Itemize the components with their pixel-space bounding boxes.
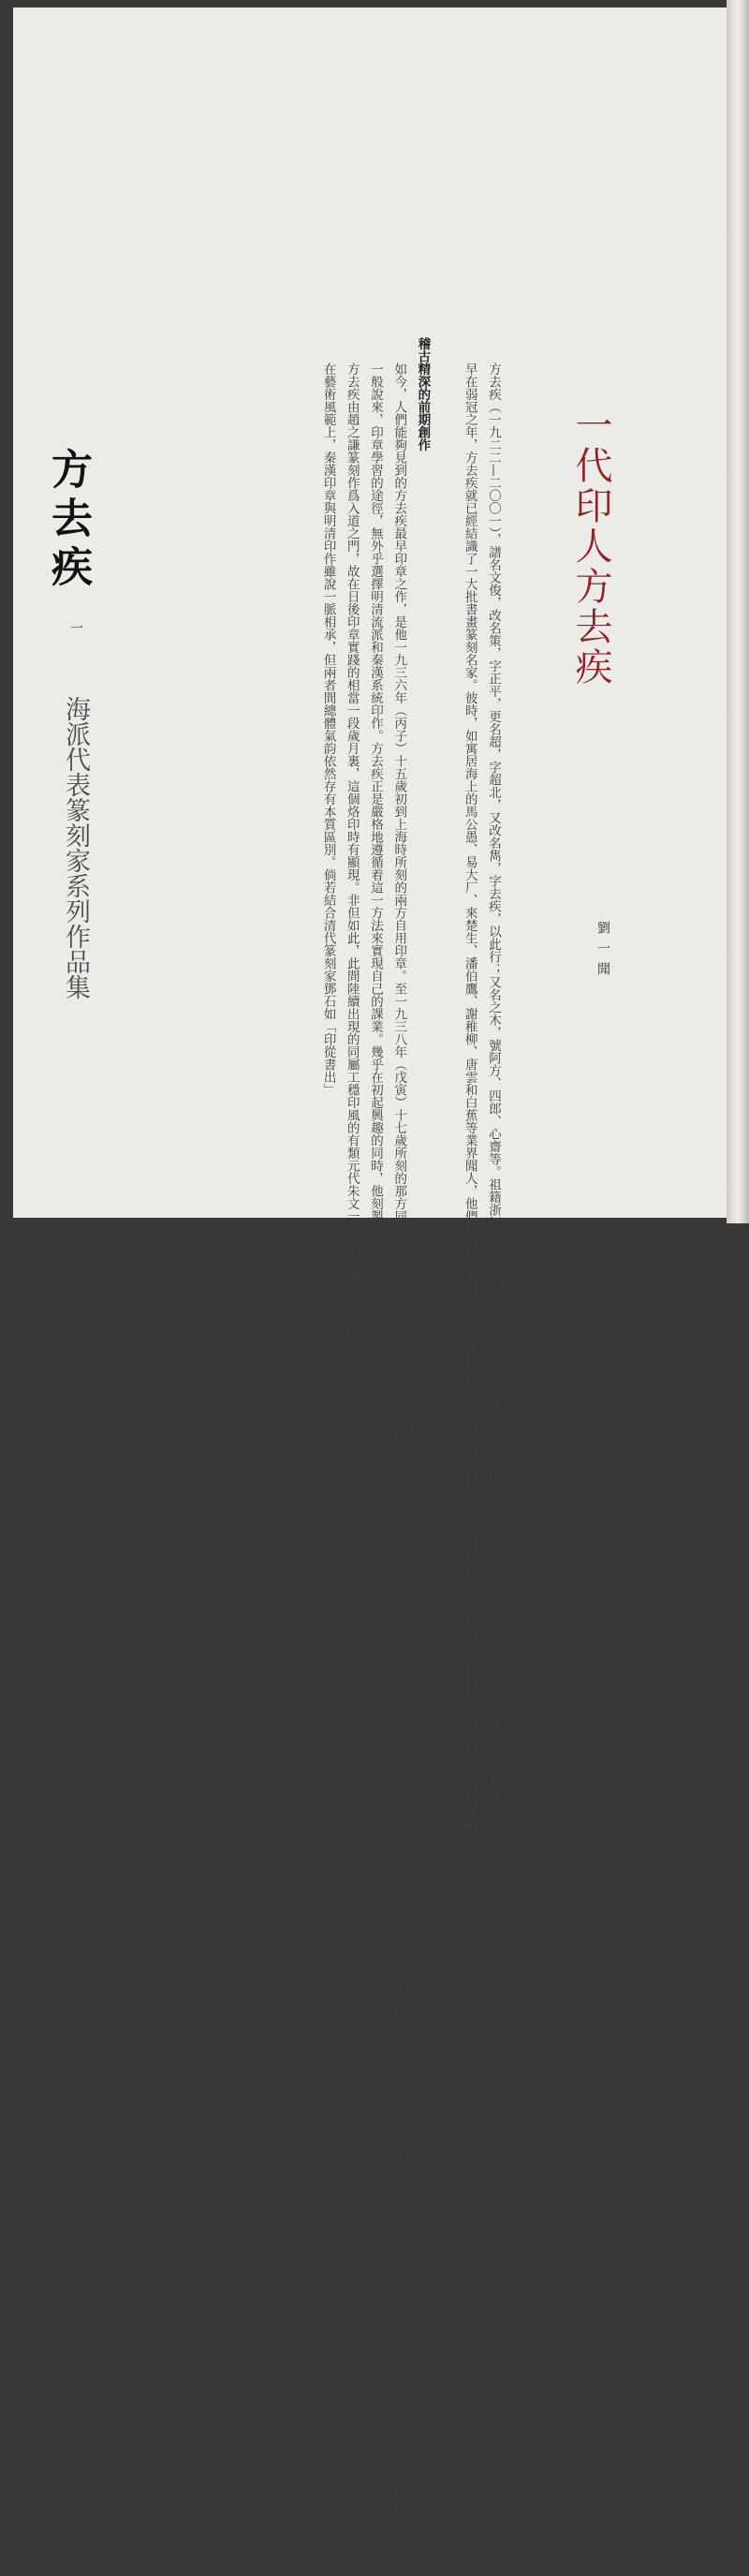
paragraph: 如今，人們能夠見到的方去疾最早印章之作，是他一九三六年（丙子）十五歲初到上海時所刻的兩方自用印章。至一九三八年（戊寅）十七歲所刻的那方同爲「正乎」印文的朱文印，是他避難溫州越年回滬後補款的另一方自用印。此間相隔雖兩年半光景，但後者明顯已脫稚氣。尤其是他作於十七歲時那方人所爭誇的「正乎傳拓」寬邊朱文，無疑標志着作者正邁步於動履規繩不失格軌的創作之道。: [391, 363, 407, 2576]
section-heading: 稽古精深的前期創作: [415, 337, 431, 452]
book-page: [13, 7, 727, 2576]
book-spine-edge: [727, 0, 749, 1223]
paragraph: 方去疾由趙之謙篆刻作爲入道之門，故在日後印章實踐的相當一段歲月裏，這個烙印時有顯現。非但如此，此間陸續出現的同屬工穩印風的有類元代朱文一式，不久也成了他的嘗試對象。: [344, 363, 360, 1399]
paragraph: 在藝術風範上，秦漢印章與明清印作雖說一脈相承，但兩者間總體氣韵依然存有本質區別。倘若結合清代篆刻家鄧石如「印從書出」: [320, 363, 336, 1096]
series-title: 海派代表篆刻家系列作品集: [61, 696, 90, 999]
author-name: 劉一聞: [595, 921, 610, 983]
calligraphy-signature: 方去疾: [44, 448, 92, 594]
paragraph: 一般說來，印章學習的途徑，無外乎選擇明清流派和秦漢系統印作。方去疾正是嚴格地遵循着這一方法來實現自己的課業。幾乎在初起興趣的同時，他刻製了若干模擬有清一代大家趙之謙的原作和效法趙氏風貌的如「趙之謙印」「悲盦」「抱殘守闕」「節盦印泥」等印作。這使他在刀筆運用和章法布置上日勝一日地漸入佳境。: [367, 363, 383, 2165]
paragraph-spacer: [433, 337, 457, 1077]
paragraph: 方去疾（一九二二—二〇〇一），譜名文俊，改名策，字正平，更名超，字超北，又改名雋，字去疾，以此行；又名之木，號阿方、四郎、心齋等。祖籍浙江泰順，出生於溫州。我國當代著名篆刻家、印學理論家和書法家。自幼性喜刻印，十四歲赴滬協同胞兄方節庵在上海漢口路開設「宣和印社」，自此開始了與印章密不可分的漫長生涯。: [486, 363, 501, 2247]
signature-mark: 一: [68, 621, 83, 634]
essay-title: 一代印人方去疾: [569, 406, 612, 688]
essay-body: [316, 337, 505, 2576]
paragraph: 早在弱冠之年，方去疾就已經結識了一大批書畫篆刻名家。彼時，如寓居海上的馬公愚、易大厂、來楚生、潘伯鷹、謝稚柳、唐雲和白蕉等業界聞人，他們皆因印章藝術而先後彼此結緣。毫無疑問，這些前輩人物對於年少方去疾的關懷和日後成長，自有不可估量的意義。: [462, 363, 477, 1868]
